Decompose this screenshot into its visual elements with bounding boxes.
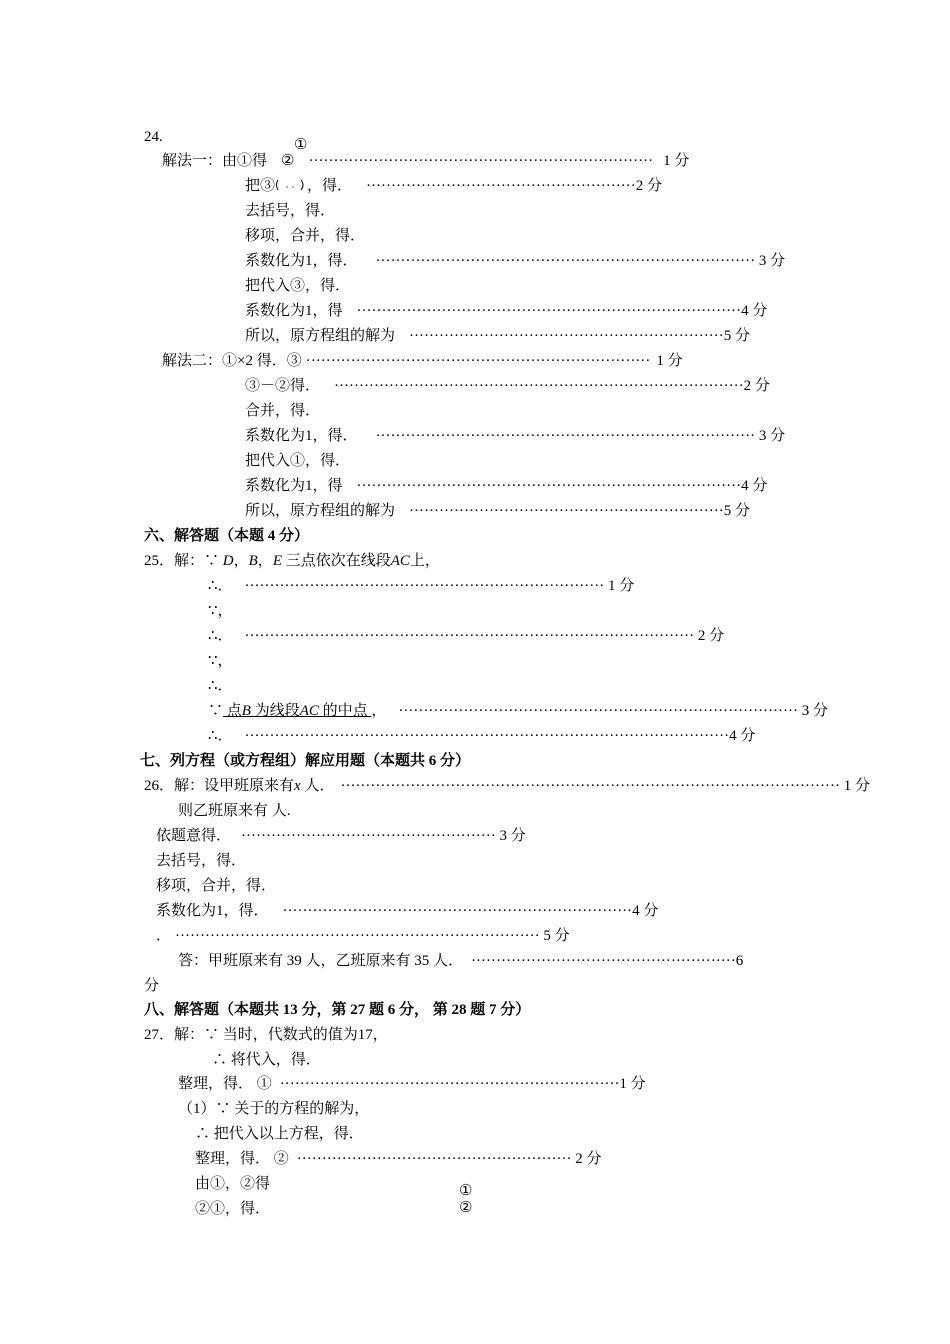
solution-1-line-4: 移项，合并，得． bbox=[245, 228, 366, 244]
problem-27-line-5 bbox=[195, 1149, 602, 1169]
leader-dots: ····································································· bbox=[305, 353, 651, 369]
leader-dots: ··················································· 3 分 bbox=[241, 828, 526, 844]
problem-27-line-3: （1）∵ 关于的方程的解为， bbox=[178, 1101, 370, 1117]
text: 系数化为1，得． bbox=[245, 253, 358, 269]
leader-dots: ·······························································5 分 bbox=[409, 503, 750, 519]
solution-2-line-2 bbox=[245, 376, 770, 396]
var-b: B bbox=[241, 703, 251, 719]
leader-dots: ······················································· 2 分 bbox=[296, 1151, 602, 1167]
circled-two: ② bbox=[281, 153, 295, 169]
problem-26-line-2 bbox=[156, 826, 526, 846]
problem-26-answer bbox=[178, 951, 743, 971]
var-ac: AC bbox=[390, 553, 410, 569]
var-ac: AC bbox=[299, 703, 319, 719]
problem-25-intro bbox=[144, 551, 440, 571]
leader-dots: ·································································································4 分 bbox=[244, 728, 756, 744]
text: 点 bbox=[223, 703, 242, 719]
problem-25-line-5: ∴． bbox=[208, 678, 233, 694]
text: 系数化为1，得． bbox=[156, 903, 269, 919]
text: 系数化为1，得 bbox=[245, 478, 343, 494]
problem-27-line-1: ∴ 将代入，得． bbox=[212, 1052, 321, 1068]
text: ， bbox=[371, 703, 387, 719]
var-b: B bbox=[248, 553, 258, 569]
leader-dots: ·····················································6 bbox=[471, 953, 744, 969]
text: ． bbox=[156, 928, 172, 944]
text: ③－②得． bbox=[245, 378, 321, 394]
parenthesis-graphic bbox=[275, 178, 307, 192]
problem-25-line-7 bbox=[208, 726, 755, 746]
text: ，得． bbox=[307, 178, 353, 194]
solution-1-line-3: 去括号，得． bbox=[245, 203, 336, 219]
text: ∴． bbox=[208, 578, 233, 594]
leader-dots: ··················································································2 分 bbox=[334, 378, 770, 394]
problem-26-line-3: 去括号，得． bbox=[156, 853, 247, 869]
var-e: E bbox=[272, 553, 282, 569]
problem-26-line-4: 移项，合并，得． bbox=[156, 878, 277, 894]
solution-2-line-7 bbox=[245, 501, 750, 521]
leader-dots: ·············································································4 分 bbox=[356, 478, 768, 494]
text: 答：甲班原来有 39 人，乙班原来有 35 人． bbox=[178, 953, 464, 969]
text: 为线段 bbox=[250, 703, 300, 719]
solution-1-line-2 bbox=[245, 176, 662, 196]
leader-dots: ············································································ 3 分 bbox=[375, 253, 786, 269]
problem-26-line-1: 则乙班原来有 人. bbox=[178, 803, 291, 819]
problem-24-number: 24. bbox=[144, 129, 163, 145]
problem-25-line-6 bbox=[208, 701, 828, 721]
problem-25-line-3 bbox=[208, 626, 724, 646]
circled-one: ① bbox=[459, 1183, 473, 1199]
section-6-heading: 六、解答题（本题 4 分） bbox=[144, 528, 310, 544]
section-7-heading: 七、列方程（或方程组）解应用题（本题共 6 分） bbox=[140, 753, 471, 769]
text: ， bbox=[257, 553, 273, 569]
problem-25-line-2: ∵， bbox=[208, 603, 233, 619]
text: 三点依次在线段 bbox=[281, 553, 391, 569]
solution-2-line-1 bbox=[162, 351, 683, 371]
problem-27-intro: 27．解：∵ 当时，代数式的值为17， bbox=[144, 1027, 388, 1043]
text: 26．解：设甲班原来有 bbox=[144, 778, 295, 794]
problem-25-line-4: ∵， bbox=[208, 653, 233, 669]
text: 系数化为1，得 bbox=[245, 303, 343, 319]
problem-25-line-1 bbox=[208, 576, 634, 596]
problem-26-score-wrap: 分 bbox=[144, 978, 160, 994]
problem-26-intro bbox=[144, 776, 870, 796]
problem-27-line-7: ②①，得． bbox=[195, 1201, 271, 1217]
text: 人． bbox=[300, 778, 335, 794]
solution-2-line-3: 合并，得． bbox=[245, 403, 321, 419]
text: 所以，原方程组的解为 bbox=[245, 328, 396, 344]
problem-27-line-4: ∴ 把代入以上方程，得． bbox=[195, 1126, 364, 1142]
leader-dots: ················································································ 3 分 bbox=[398, 703, 829, 719]
problem-27-line-2 bbox=[178, 1074, 646, 1094]
solution-1-line-7 bbox=[245, 301, 767, 321]
section-8-heading: 八、解答题（本题共 13 分，第 27 题 6 分， 第 28 题 7 分） bbox=[144, 1002, 531, 1018]
text: 整理，得． ② bbox=[195, 1151, 289, 1167]
solution-2-line-4 bbox=[245, 426, 785, 446]
text: 的中点 bbox=[318, 703, 372, 719]
text: 上， bbox=[409, 553, 440, 569]
text: ， bbox=[233, 553, 249, 569]
circled-two: ② bbox=[459, 1200, 473, 1216]
problem-27-line-6: 由①，②得 bbox=[195, 1176, 271, 1192]
text: 解法二：①×2 得．③ bbox=[162, 353, 302, 369]
leader-dots: ·························································································· 2 分 bbox=[244, 628, 725, 644]
solution-1-line-5 bbox=[245, 251, 785, 271]
leader-dots: ······································································4 分 bbox=[282, 903, 659, 919]
solution-1-line-1 bbox=[162, 151, 689, 171]
problem-26-line-5 bbox=[156, 901, 658, 921]
text: ∴． bbox=[208, 728, 233, 744]
var-d: D bbox=[222, 553, 234, 569]
text: ∵ bbox=[208, 703, 224, 719]
text: 依题意得． bbox=[156, 828, 232, 844]
leader-dots: ········································································ 1 分 bbox=[244, 578, 635, 594]
score: 1 分 bbox=[663, 153, 690, 169]
problem-26-line-6 bbox=[156, 926, 570, 946]
leader-dots: ········································································· 5 分 bbox=[175, 928, 570, 944]
text: 所以，原方程组的解为 bbox=[245, 503, 396, 519]
text: ∴． bbox=[208, 628, 233, 644]
leader-dots: ·············································································4 分 bbox=[356, 303, 768, 319]
leader-dots: ······················································2 分 bbox=[366, 178, 663, 194]
text: 解法一：由①得 bbox=[162, 153, 268, 169]
solution-2-line-6 bbox=[245, 476, 767, 496]
var-x: x bbox=[294, 778, 301, 794]
leader-dots: ····································································· bbox=[308, 153, 654, 169]
solution-2-line-5: 把代入①，得． bbox=[245, 453, 351, 469]
leader-dots: ·······························································5 分 bbox=[409, 328, 750, 344]
leader-dots: ···································································································· 1 分 bbox=[340, 778, 870, 794]
text: 25．解：∵ bbox=[144, 553, 220, 569]
circled-one: ① bbox=[294, 137, 308, 153]
leader-dots: ····································································1 分 bbox=[279, 1076, 646, 1092]
solution-1-line-8 bbox=[245, 326, 750, 346]
text: 把③ bbox=[245, 178, 276, 194]
text: 整理，得． ① bbox=[178, 1076, 272, 1092]
leader-dots: ············································································ 3 分 bbox=[375, 428, 786, 444]
underlined-midpoint-clause bbox=[223, 703, 371, 719]
solution-1-line-6: 把代入③，得． bbox=[245, 278, 351, 294]
text: 系数化为1，得． bbox=[245, 428, 358, 444]
score: 1 分 bbox=[656, 353, 683, 369]
